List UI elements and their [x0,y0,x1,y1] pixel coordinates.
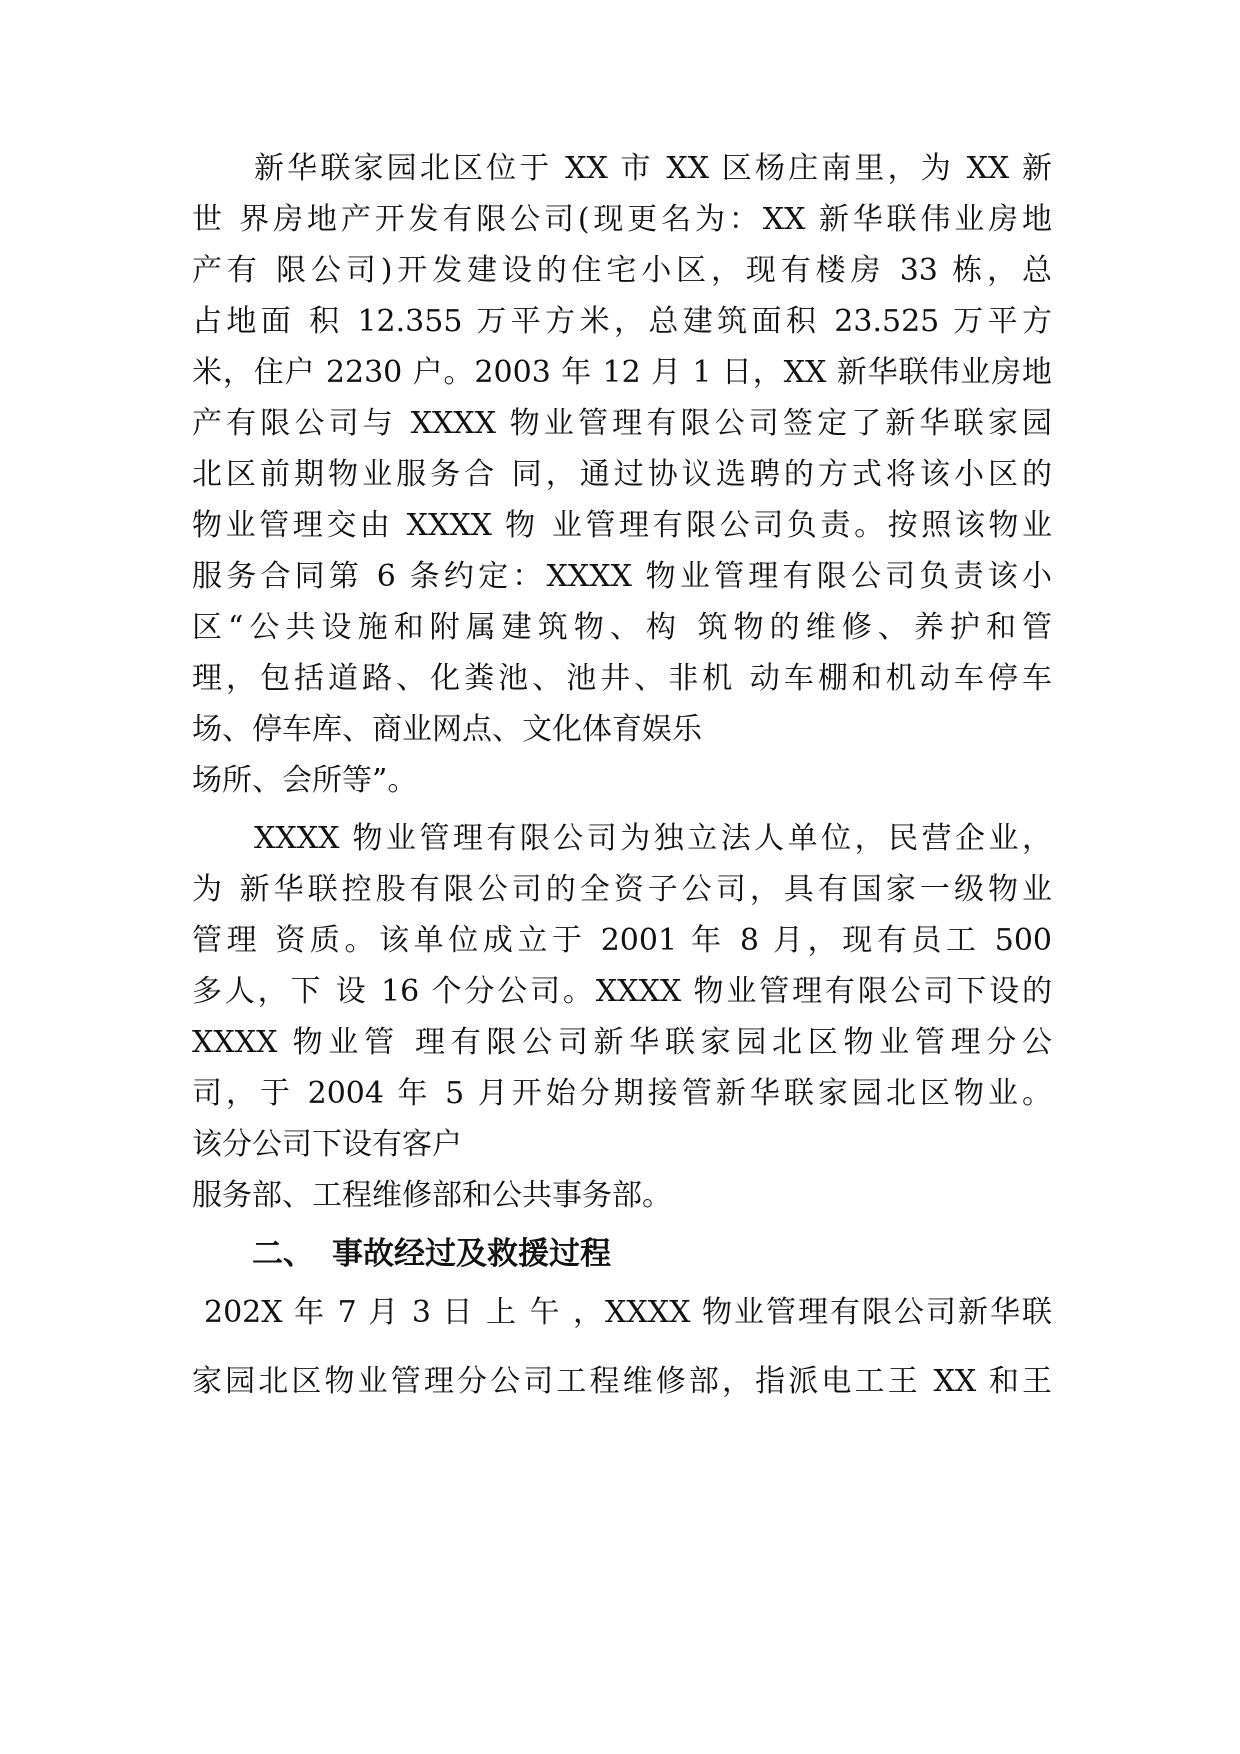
section-heading [252,1234,611,1274]
paragraph2-line-4: 多人，下 设 16 个分公司。XXXX 物业管理有限公司下设的 [192,974,1052,1009]
paragraph3-line-1: 202X 年 7 月 3 日 上 午 ，XXXX 物业管理有限公司新华联 [204,1295,1052,1330]
paragraph1-line-2: 世 界房地产开发有限公司(现更名为：XX 新华联伟业房地 [192,202,1052,237]
paragraph3-line-2: 家园北区物业管理分公司工程维修部，指派电工王 XX 和王 [192,1364,1052,1399]
paragraph1-line-13: 场所、会所等”。 [192,763,418,798]
paragraph1-line-9: 服务合同第 6 条约定：XXXX 物业管理有限公司负责该小 [192,559,1052,594]
paragraph2-line-6: 司，于 2004 年 5 月开始分期接管新华联家园北区物业。 [192,1076,1052,1111]
paragraph1-line-1: 新华联家园北区位于 XX 市 XX 区杨庄南里，为 XX 新 [254,151,1052,186]
paragraph1-line-10: 区“公共设施和附属建筑物、构 筑物的维修、养护和管 [192,610,1052,645]
paragraph1-line-6: 产有限公司与 XXXX 物业管理有限公司签定了新华联家园 [192,406,1052,441]
paragraph2-line-7: 该分公司下设有客户 [192,1127,462,1162]
section-title: 事故经过及救援过程 [332,1236,611,1272]
paragraph2-line-8: 服务部、工程维修部和公共事务部。 [192,1178,672,1213]
paragraph2-line-5: XXXX 物业管 理有限公司新华联家园北区物业管理分公 [192,1025,1052,1060]
paragraph1-line-4: 占地面 积 12.355 万平方米，总建筑面积 23.525 万平方 [192,304,1052,339]
paragraph1-line-8: 物业管理交由 XXXX 物 业管理有限公司负责。按照该物业 [192,508,1052,543]
section-number: 二、 [252,1236,314,1272]
paragraph1-line-5: 米，住户 2230 户。2003 年 12 月 1 日，XX 新华联伟业房地 [192,355,1052,390]
paragraph2-line-2: 为 新华联控股有限公司的全资子公司，具有国家一级物业 [192,872,1052,907]
paragraph1-line-12: 场、停车库、商业网点、文化体育娱乐 [192,712,702,747]
paragraph2-line-3: 管理 资质。该单位成立于 2001 年 8 月，现有员工 500 [192,923,1052,958]
paragraph1-line-3: 产有 限公司)开发建设的住宅小区，现有楼房 33 栋，总 [192,253,1052,288]
paragraph2-line-1: XXXX 物业管理有限公司为独立法人单位，民营企业， [254,821,1052,856]
paragraph1-line-7: 北区前期物业服务合 同，通过协议选聘的方式将该小区的 [192,457,1052,492]
paragraph1-line-11: 理，包括道路、化粪池、池井、非机 动车棚和机动车停车 [192,661,1052,696]
